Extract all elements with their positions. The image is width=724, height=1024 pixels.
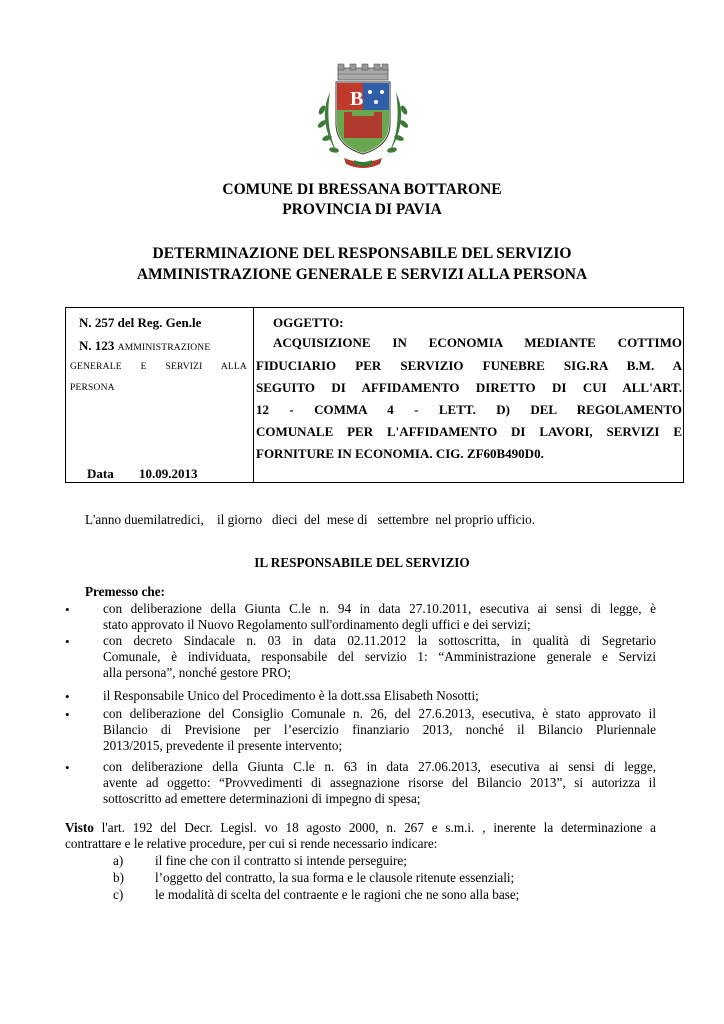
bullet-icon: • (65, 760, 70, 775)
crown-icon (338, 64, 388, 80)
visto-bold: Visto (65, 820, 94, 835)
bullet-item (103, 759, 656, 807)
bullet-line: con deliberazione del Consiglio Comunale n. 26, del 27.6.2013, esecutiva, è stato approvato il (103, 706, 656, 721)
bullet-icon: • (65, 707, 70, 722)
box-divider (253, 308, 254, 482)
list-item-text: il fine che con il contratto si intende perseguire; (155, 853, 407, 868)
bullet-line: Bilancio di Previsione per l’esercizio finanziario 2013, nonché il Bilancio Pluriennale (103, 722, 656, 737)
visto-paragraph-line1 (65, 820, 656, 836)
visto-paragraph-line2: contrattare e le relative procedure, per cui si rende necessario indicare: (65, 836, 438, 851)
intro-sentence: L'anno duemilatredici, il giorno dieci del mese di settembre nel proprio ufficio. (85, 512, 536, 527)
list-item-letter: b) (113, 870, 124, 885)
date-label: Data (87, 466, 114, 481)
bullet-icon: • (65, 602, 70, 617)
oggetto-line: SEGUITO DI AFFIDAMENTO DIRETTO DI CUI ALL'ART. (256, 380, 682, 395)
service-number-prefix: N. 123 (79, 338, 115, 353)
provincia-name: PROVINCIA DI PAVIA (282, 201, 442, 218)
bullet-item (103, 688, 656, 704)
bullet-line: con decreto Sindacale n. 03 in data 02.11.2012 la sottoscritta, in qualità di Segretario (103, 633, 656, 648)
bullet-icon: • (65, 634, 70, 649)
service-name-line3: PERSONA (70, 383, 115, 393)
ribbon-icon (344, 158, 382, 168)
oggetto-label: OGGETTO: (273, 315, 344, 330)
list-item-letter: a) (113, 853, 124, 868)
bullet-icon: • (65, 689, 70, 704)
oggetto-line: ACQUISIZIONE IN ECONOMIA MEDIANTE COTTIMO (273, 335, 682, 350)
bullet-line: avente ad oggetto: “Provvedimenti di assegnazione risorse del Bilancio 2013”, si autorizza il (103, 775, 656, 790)
section-title: IL RESPONSABILE DEL SERVIZIO (254, 555, 470, 570)
reg-gen-number: N. 257 del Reg. Gen.le (79, 315, 202, 330)
bullet-line: sottoscritto ad emettere determinazioni di impegno di spesa; (103, 791, 421, 806)
bullet-line: alla persona”, nonché gestore PRO; (103, 665, 291, 680)
oggetto-line: FIDUCIARIO PER SERVIZIO FUNEBRE SIG.RA B.M. A (256, 358, 682, 373)
oggetto-line: 12 - COMMA 4 - LETT. D) DEL REGOLAMENTO (256, 402, 682, 417)
document-title-line1: DETERMINAZIONE DEL RESPONSABILE DEL SERVIZIO (152, 245, 572, 262)
municipal-crest (310, 62, 416, 174)
list-item-letter: c) (113, 887, 124, 902)
list-item-text: le modalità di scelta del contraente e le ragioni che ne sono alla base; (155, 887, 520, 902)
bullet-item (103, 706, 656, 754)
service-number (79, 338, 210, 354)
oggetto-line: FORNITURE IN ECONOMIA. CIG. ZF60B490D0. (256, 446, 544, 461)
bullet-line: con deliberazione della Giunta C.le n. 94 in data 27.10.2011, esecutiva ai sensi di legge, è (103, 601, 656, 616)
premesso-heading: Premesso che: (85, 584, 165, 599)
list-item-text: l’oggetto del contratto, la sua forma e le clausole ritenute essenziali; (155, 870, 515, 885)
bullet-line: 2013/2015, prevedente il presente intervento; (103, 738, 343, 753)
svg-text:B: B (350, 88, 364, 110)
bullet-line: Comunale, è individuata, responsabile del servizio 1: “Amministrazione generale e Servizi (103, 649, 656, 664)
visto-text: l'art. 192 del Decr. Legisl. vo 18 agosto 2000, n. 267 e s.m.i. , inerente la determinazione a (93, 820, 656, 835)
bullet-item (103, 601, 656, 633)
document-title-line2: AMMINISTRAZIONE GENERALE E SERVIZI ALLA PERSONA (136, 266, 588, 283)
bullet-line: stato approvato il Nuovo Regolamento sull'ordinamento degli uffici e dei servizi; (103, 617, 531, 632)
bullet-item (103, 633, 656, 681)
service-name-line2: GENERALE E SERVIZI ALLA (70, 362, 247, 372)
date-value: 10.09.2013 (139, 466, 198, 481)
service-name-line1: AMMINISTRAZIONE (117, 343, 211, 353)
bullet-line: il Responsabile Unico del Procedimento è la dott.ssa Elisabeth Nosotti; (103, 688, 479, 703)
comune-name: COMUNE DI BRESSANA BOTTARONE (222, 181, 502, 198)
bullet-line: con deliberazione della Giunta C.le n. 63 in data 27.06.2013, esecutiva ai sensi di legge, (103, 759, 656, 774)
oggetto-line: COMUNALE PER L'AFFIDAMENTO DI LAVORI, SERVIZI E (256, 424, 682, 439)
determination-box (65, 307, 684, 483)
shield-icon (336, 82, 390, 154)
